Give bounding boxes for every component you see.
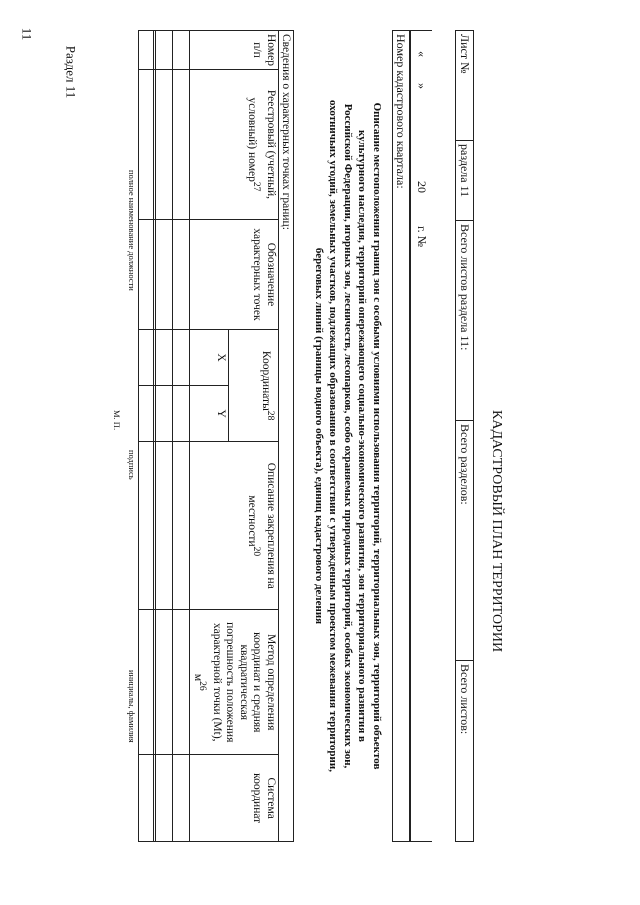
position-label: полное наименование должности (127, 170, 137, 291)
section-label: Раздел 11 (63, 45, 79, 99)
signature-line-box (138, 30, 154, 842)
header-table (455, 30, 474, 842)
col-num-header: Номер п/п (190, 31, 279, 70)
rotated-form (112, 30, 504, 842)
col-mark-header: Обозначение характерных точек (190, 219, 279, 329)
points-table (138, 30, 294, 842)
points-table-caption: Сведения о характерных точках границ: (279, 31, 294, 842)
table-row (173, 31, 190, 842)
date-year: 20 (415, 181, 429, 193)
table-row (156, 31, 173, 842)
col-x-header: X (190, 329, 229, 385)
col-system-header: Система координат (190, 755, 279, 842)
date-row (410, 30, 432, 842)
sheet-number-cell: Лист № (456, 31, 474, 141)
total-sheets-cell: Всего листов: (456, 661, 474, 842)
col-y-header: Y (190, 386, 229, 442)
col-method-header: Метод определения координат и средняя квадратическая погрешность положения характерной точки (Mt), $м^{26}$ (190, 610, 279, 755)
signature-block (124, 30, 154, 842)
signature-label: подпись (127, 450, 137, 480)
sheets-in-section-cell: Всего листов раздела 11: (456, 221, 474, 421)
document-title: КАДАСТРОВЫЙ ПЛАН ТЕРРИТОРИИ (489, 410, 504, 653)
col-desc-header: Описание закрепления на местности$^{20}$ (190, 442, 279, 610)
date-number-label: г. № (415, 226, 429, 248)
total-sections-cell: Всего разделов: (456, 421, 474, 661)
quarter-label: Номер кадастрового квартала: (394, 34, 408, 189)
col-reg-header: Реестровый (учетный, условный) номер$^{27}$ (190, 69, 279, 219)
stamp-label: М. П. (112, 410, 122, 431)
name-label: инициалы, фамилия (127, 670, 137, 743)
date-open-quote: « (415, 51, 429, 57)
date-close-quote: » (415, 83, 429, 89)
section-sheet-cell: раздела 11 (456, 141, 474, 221)
col-coords-header: Координаты$^{28}$ (228, 329, 278, 441)
boundary-description: Описание местоположения границ зон с особыми условиями использования территорий, территориальных зон, территорий объектов культурного наследия, территорий опережающего социально-экономического развития, зон территориального развития в Российской Федерации, игорных зон, лесничеств, лесопарков, особо охраняемых природных территорий, особых экономических зон, охотничьих угодий, земельных участков, подлежащих образованию в соответствии с утвержденным проектом межевания территории, береговых линий (границы водного объекта), единиц кадастрового деления (313, 100, 383, 772)
page-number: 11 (19, 27, 35, 41)
quarter-row (392, 30, 410, 842)
